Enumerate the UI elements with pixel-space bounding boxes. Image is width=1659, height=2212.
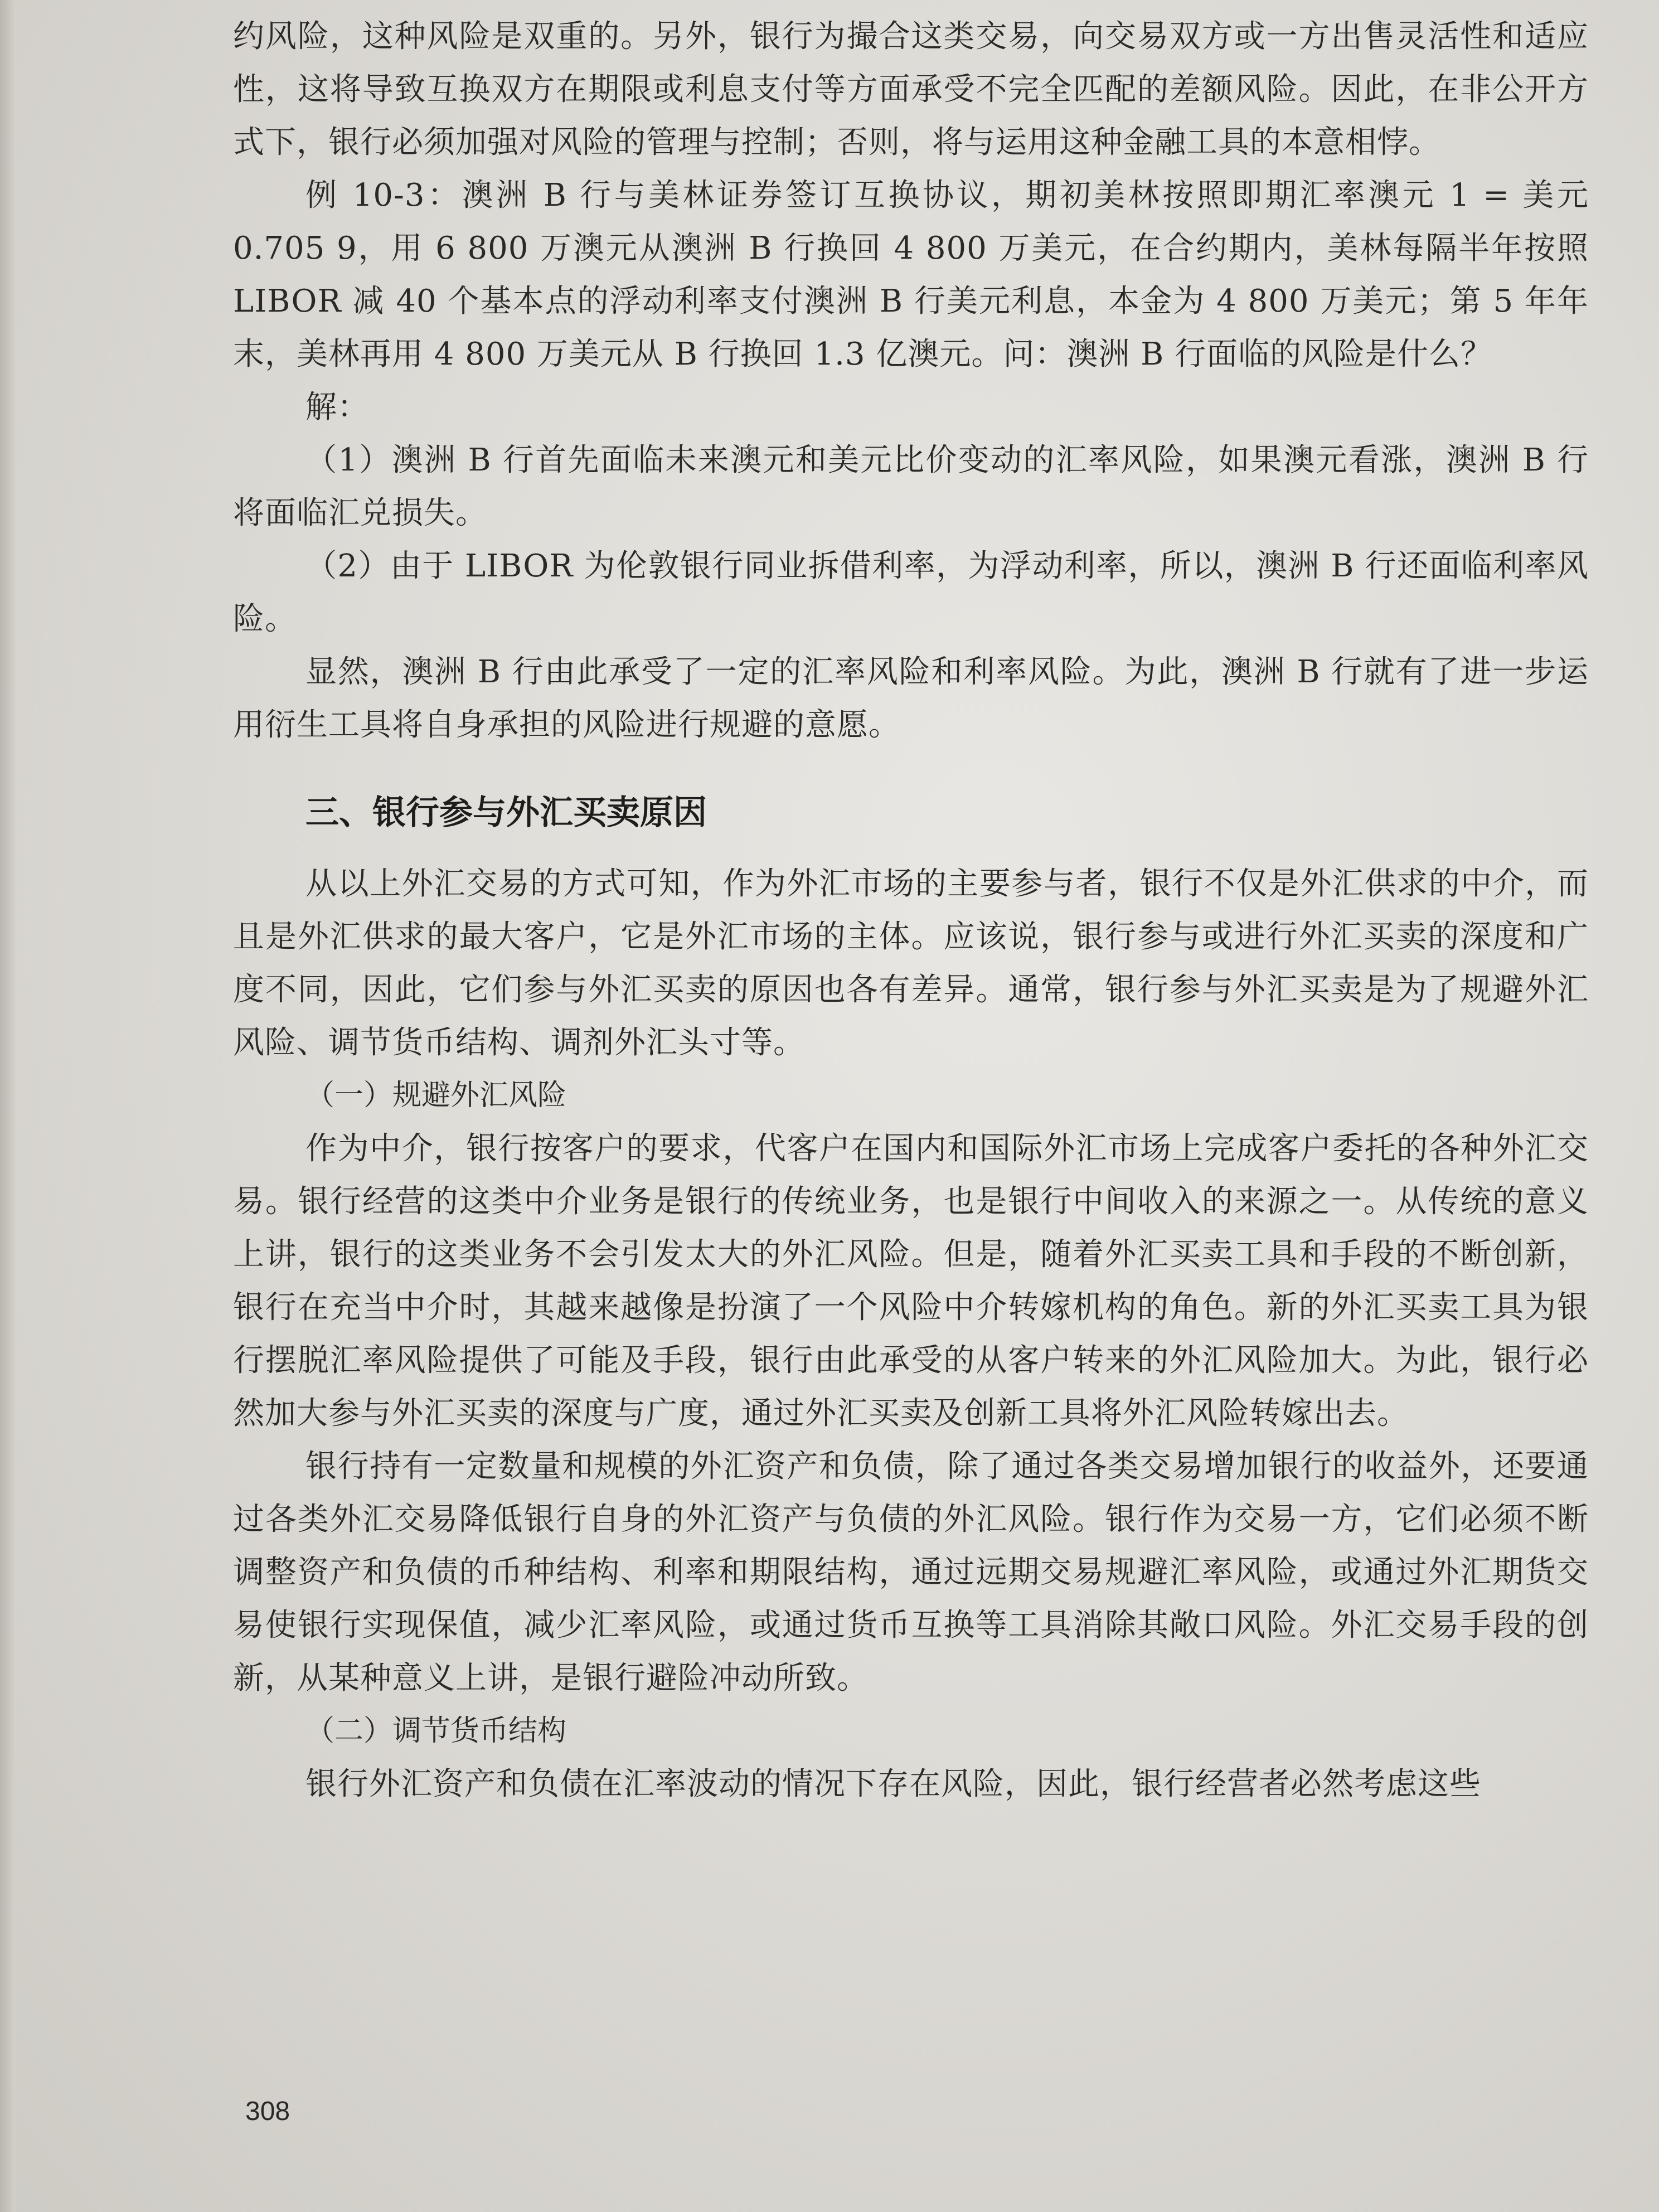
paragraph-1: 约风险，这种风险是双重的。另外，银行为撮合这类交易，向交易双方或一方出售灵活性和适应性，这将导致互换双方在期限或利息支付等方面承受不完全匹配的差额风险。因此，在非公开方式下，银行必须加强对风险的管理与控制；否则，将与运用这种金融工具的本意相悖。 [233, 18, 1589, 161]
paragraph-risk-1: 作为中介，银行按客户的要求，代客户在国内和国际外汇市场上完成客户委托的各种外汇交易。银行经营的这类中介业务是银行的传统业务，也是银行中间收入的来源之一。从传统的意义上讲，银行的这类业务不会引发太大的外汇风险。但是，随着外汇买卖工具和手段的不断创新，银行在充当中介时，其越来越像是扮演了一个风险中介转嫁机构的角色。新的外汇买卖工具为银行摆脱汇率风险提供了可能及手段，银行由此承受的从客户转来的外汇风险加大。为此，银行必然加大参与外汇买卖的深度与广度，通过外汇买卖及创新工具将外汇风险转嫁出去。 [233, 1131, 1589, 1432]
section-intro-paragraph: 从以上外汇交易的方式可知，作为外汇市场的主要参与者，银行不仅是外汇供求的中介，而且是外汇供求的最大客户，它是外汇市场的主体。应该说，银行参与或进行外汇买卖的深度和广度不同，因此，它们参与外汇买卖的原因也各有差异。通常，银行参与外汇买卖是为了规避外汇风险、调节货币结构、调剂外汇头寸等。 [233, 866, 1589, 1061]
solution-point-1: （1）澳洲 B 行首先面临未来澳元和美元比价变动的汇率风险，如果澳元看涨，澳洲 B 行将面临汇兑损失。 [233, 442, 1589, 531]
page-edge [0, 0, 16, 2212]
paragraph-risk-2: 银行持有一定数量和规模的外汇资产和负债，除了通过各类交易增加银行的收益外，还要通过各类外汇交易降低银行自身的外汇资产与负债的外汇风险。银行作为交易一方，它们必须不断调整资产和负债的币种结构、利率和期限结构，通过远期交易规避汇率风险，或通过外汇期货交易使银行实现保值，减少汇率风险，或通过货币互换等工具消除其敞口风险。外汇交易手段的创新，从某种意义上讲，是银行避险冲动所致。 [233, 1448, 1589, 1696]
section-heading: 三、银行参与外汇买卖原因 [305, 793, 707, 832]
solution-label: 解： [305, 389, 369, 425]
paragraph-currency: 银行外汇资产和负债在汇率波动的情况下存在风险，因此，银行经营者必然考虑这些 [305, 1766, 1481, 1802]
book-page [233, 10, 1589, 1811]
solution-point-2: （2）由于 LIBOR 为伦敦银行同业拆借利率，为浮动利率，所以，澳洲 B 行还面临利率风险。 [233, 548, 1589, 637]
conclusion-paragraph: 显然，澳洲 B 行由此承受了一定的汇率风险和利率风险。为此，澳洲 B 行就有了进一步运用衍生工具将自身承担的风险进行规避的意愿。 [233, 654, 1589, 743]
subheading-1: （一）规避外汇风险 [305, 1079, 567, 1112]
subheading-2: （二）调节货币结构 [305, 1714, 567, 1748]
example-10-3: 例 10-3：澳洲 B 行与美林证券签订互换协议，期初美林按照即期汇率澳元 1 = 美元 0.705 9，用 6 800 万澳元从澳洲 B 行换回 4 800 万美元，在合约期内，美林每隔半年按照 LIBOR 减 40 个基本点的浮动利率支付澳洲 B 行美元利息，本金为 4 800 万美元；第 5 年年末，美林再用 4 800 万美元从 B 行换回 1.3 亿澳元。问：澳洲 B 行面临的风险是什么？ [233, 177, 1589, 372]
page-number: 308 [245, 2097, 290, 2126]
